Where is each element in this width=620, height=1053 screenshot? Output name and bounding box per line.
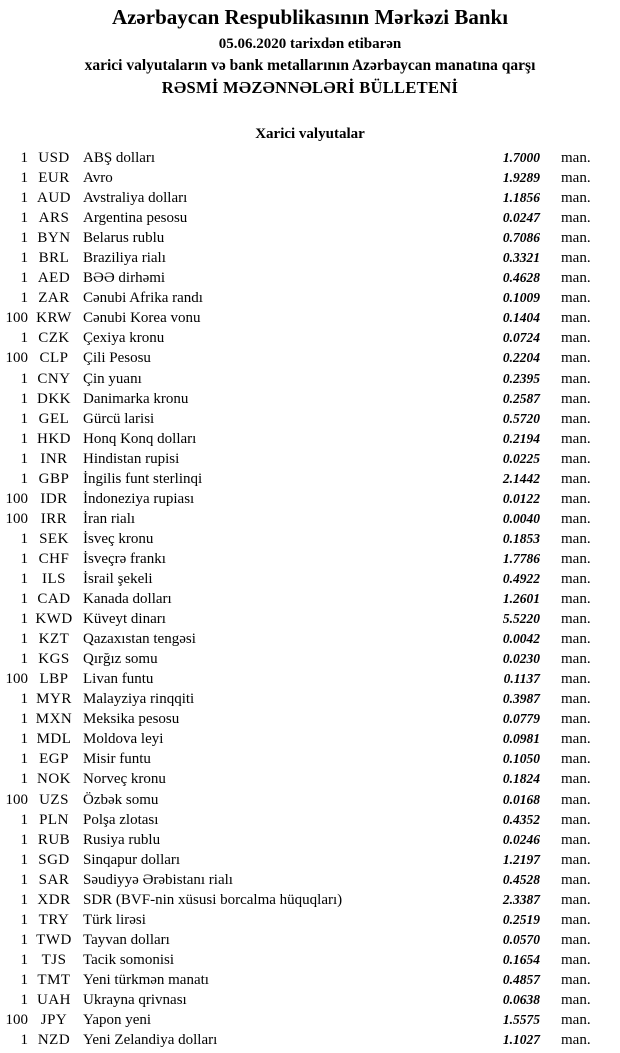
currency-name: Moldova leyi bbox=[83, 731, 164, 748]
currency-code: XDR bbox=[37, 891, 71, 908]
currency-name: Tayvan dolları bbox=[83, 931, 170, 948]
rate-value: 1.7786 bbox=[502, 550, 540, 566]
section-title-foreign-currencies: Xarici valyutalar bbox=[255, 126, 365, 142]
rate-row-sek bbox=[0, 529, 620, 549]
currency-amount: 1 bbox=[20, 931, 28, 948]
currency-code: KRW bbox=[36, 310, 72, 327]
rate-value: 0.1137 bbox=[503, 671, 540, 687]
rate-row-eur bbox=[0, 168, 620, 188]
rate-unit-label: man. bbox=[561, 230, 591, 247]
currency-name: Belarus rublu bbox=[83, 230, 165, 247]
currency-name: Kanada dolları bbox=[83, 591, 172, 608]
rate-value: 0.0230 bbox=[502, 651, 540, 667]
rate-unit-label: man. bbox=[561, 490, 591, 507]
currency-name: İndoneziya rupiası bbox=[83, 490, 195, 507]
currency-code: RUB bbox=[37, 831, 71, 848]
currency-name: Türk lirəsi bbox=[83, 911, 146, 928]
currency-code: TMT bbox=[37, 971, 71, 988]
currency-code: IRR bbox=[40, 510, 68, 527]
currency-name: Cənubi Afrika randı bbox=[83, 290, 203, 307]
currency-name: Livan funtu bbox=[83, 671, 154, 688]
currency-name: BƏƏ dirhəmi bbox=[83, 270, 166, 287]
currency-amount: 1 bbox=[20, 530, 28, 547]
rate-unit-label: man. bbox=[561, 390, 591, 407]
currency-name: Danimarka kronu bbox=[83, 390, 189, 407]
currency-code: KWD bbox=[35, 611, 73, 628]
rate-value: 0.4628 bbox=[502, 270, 540, 286]
currency-amount: 1 bbox=[20, 410, 28, 427]
currency-amount: 1 bbox=[20, 651, 28, 668]
rate-unit-label: man. bbox=[561, 310, 591, 327]
currency-amount: 1 bbox=[20, 190, 28, 207]
currency-amount: 1 bbox=[20, 891, 28, 908]
rate-row-kwd bbox=[0, 609, 620, 629]
currency-code: CZK bbox=[38, 330, 70, 347]
rate-value: 5.5220 bbox=[502, 611, 540, 627]
rates-table bbox=[0, 148, 620, 1050]
currency-amount: 1 bbox=[20, 731, 28, 748]
rate-unit-label: man. bbox=[561, 891, 591, 908]
currency-code: ARS bbox=[38, 210, 70, 227]
currency-name: Çili Pesosu bbox=[83, 350, 151, 367]
rate-row-byn bbox=[0, 228, 620, 248]
rate-unit-label: man. bbox=[561, 771, 591, 788]
currency-amount: 1 bbox=[20, 370, 28, 387]
rate-row-dkk bbox=[0, 389, 620, 409]
rate-value: 0.2519 bbox=[502, 911, 540, 927]
currency-amount: 1 bbox=[20, 951, 28, 968]
rate-unit-label: man. bbox=[561, 831, 591, 848]
rate-unit-label: man. bbox=[561, 250, 591, 267]
rate-value: 2.3387 bbox=[502, 891, 540, 907]
rate-unit-label: man. bbox=[561, 350, 591, 367]
currency-amount: 1 bbox=[20, 691, 28, 708]
currency-code: CAD bbox=[37, 591, 71, 608]
rate-value: 0.3321 bbox=[502, 250, 540, 266]
currency-amount: 1 bbox=[20, 771, 28, 788]
rate-value: 0.4922 bbox=[502, 571, 540, 586]
currency-amount: 100 bbox=[5, 510, 28, 527]
rate-unit-label: man. bbox=[561, 330, 591, 347]
currency-code: CHF bbox=[38, 550, 70, 567]
rate-unit-label: man. bbox=[561, 550, 591, 567]
rate-row-twd bbox=[0, 930, 620, 950]
currency-amount: 1 bbox=[20, 470, 28, 487]
currency-name: Küveyt dinarı bbox=[83, 611, 166, 628]
rate-row-aud bbox=[0, 188, 620, 208]
rate-row-ils bbox=[0, 569, 620, 589]
rate-row-nok bbox=[0, 769, 620, 789]
rate-value: 0.1050 bbox=[502, 751, 540, 767]
currency-code: AED bbox=[37, 270, 71, 287]
currency-code: JPY bbox=[40, 1012, 68, 1029]
currency-code: GEL bbox=[38, 410, 70, 427]
currency-code: UZS bbox=[39, 791, 69, 808]
rate-row-cny bbox=[0, 369, 620, 389]
currency-amount: 1 bbox=[20, 711, 28, 728]
currency-amount: 1 bbox=[20, 210, 28, 227]
currency-name: Cənubi Korea vonu bbox=[83, 310, 201, 327]
effective-date-line: 05.06.2020 tarixdən etibarən bbox=[218, 36, 402, 52]
currency-name: Gürcü larisi bbox=[83, 410, 155, 427]
rate-unit-label: man. bbox=[561, 931, 591, 948]
rate-value: 1.2197 bbox=[502, 851, 540, 867]
rate-value: 0.7086 bbox=[502, 230, 540, 246]
rate-value: 0.0246 bbox=[502, 831, 540, 847]
currency-name: Yeni türkmən manatı bbox=[83, 971, 209, 988]
rate-unit-label: man. bbox=[561, 591, 591, 608]
rate-row-tjs bbox=[0, 950, 620, 970]
currency-amount: 1 bbox=[20, 751, 28, 768]
rate-row-usd bbox=[0, 148, 620, 168]
rate-row-irr bbox=[0, 509, 620, 529]
rate-row-lbp bbox=[0, 669, 620, 689]
rate-value: 2.1442 bbox=[502, 470, 540, 486]
currency-code: SGD bbox=[38, 851, 70, 868]
rate-unit-label: man. bbox=[561, 510, 591, 527]
rate-row-hkd bbox=[0, 429, 620, 449]
rate-row-try bbox=[0, 910, 620, 930]
rate-value: 0.3987 bbox=[502, 691, 540, 707]
rate-unit-label: man. bbox=[561, 971, 591, 988]
rate-unit-label: man. bbox=[561, 631, 591, 648]
currency-code: CNY bbox=[37, 370, 71, 387]
currency-name: Misir funtu bbox=[83, 751, 151, 768]
currency-name: İsrail şekeli bbox=[83, 571, 153, 587]
currency-code: UAH bbox=[37, 991, 71, 1008]
rate-unit-label: man. bbox=[561, 1032, 591, 1049]
rate-value: 0.2194 bbox=[502, 430, 540, 446]
currency-name: Özbək somu bbox=[83, 791, 159, 808]
currency-amount: 1 bbox=[20, 270, 28, 287]
rate-row-uah bbox=[0, 990, 620, 1010]
rate-unit-label: man. bbox=[561, 851, 591, 868]
rate-unit-label: man. bbox=[561, 691, 591, 708]
currency-code: GBP bbox=[38, 470, 70, 487]
rate-unit-label: man. bbox=[561, 270, 591, 287]
currency-amount: 1 bbox=[20, 911, 28, 928]
rate-value: 0.5720 bbox=[502, 410, 540, 426]
currency-name: İsveç kronu bbox=[83, 530, 154, 547]
currency-amount: 100 bbox=[5, 671, 28, 688]
rate-unit-label: man. bbox=[561, 751, 591, 768]
rate-value: 0.0225 bbox=[502, 450, 540, 466]
currency-code: TRY bbox=[38, 911, 70, 928]
currency-name: Avstraliya dolları bbox=[83, 190, 188, 207]
rate-unit-label: man. bbox=[561, 210, 591, 227]
currency-code: NZD bbox=[37, 1032, 71, 1049]
currency-name: Polşa zlotası bbox=[83, 811, 159, 828]
currency-name: Rusiya rublu bbox=[83, 831, 161, 848]
rate-value: 0.0040 bbox=[502, 510, 540, 526]
rate-row-mxn bbox=[0, 709, 620, 729]
currency-amount: 1 bbox=[20, 430, 28, 447]
currency-name: Yapon yeni bbox=[83, 1012, 152, 1029]
currency-amount: 100 bbox=[5, 350, 28, 367]
rate-unit-label: man. bbox=[561, 951, 591, 968]
rate-row-egp bbox=[0, 749, 620, 769]
rate-unit-label: man. bbox=[561, 731, 591, 748]
rate-unit-label: man. bbox=[561, 470, 591, 487]
currency-name: İngilis funt sterlinqi bbox=[83, 470, 203, 487]
currency-amount: 1 bbox=[20, 450, 28, 467]
currency-name: Sinqapur dolları bbox=[83, 851, 181, 868]
currency-code: MYR bbox=[36, 691, 72, 708]
currency-name: Meksika pesosu bbox=[83, 711, 180, 728]
rate-row-czk bbox=[0, 328, 620, 348]
rate-value: 1.1027 bbox=[502, 1032, 540, 1048]
rate-value: 0.4857 bbox=[502, 971, 540, 987]
rate-value: 0.4528 bbox=[502, 871, 540, 887]
rate-value: 0.2204 bbox=[502, 350, 540, 366]
rate-value: 0.1824 bbox=[502, 771, 540, 787]
currency-amount: 1 bbox=[20, 831, 28, 848]
currency-code: MDL bbox=[36, 731, 72, 748]
currency-amount: 1 bbox=[20, 991, 28, 1008]
rate-row-pln bbox=[0, 810, 620, 830]
currency-code: LBP bbox=[39, 671, 69, 688]
currency-code: BRL bbox=[38, 250, 70, 267]
currency-amount: 1 bbox=[20, 571, 28, 587]
currency-name: Avro bbox=[83, 170, 113, 187]
currency-code: MXN bbox=[35, 711, 73, 728]
rate-row-tmt bbox=[0, 970, 620, 990]
subject-line: xarici valyutaların və bank metallarının Azərbaycan manatına qarşı bbox=[84, 57, 536, 74]
rate-value: 0.0638 bbox=[502, 991, 540, 1007]
rate-row-nzd bbox=[0, 1030, 620, 1050]
currency-code: TJS bbox=[41, 951, 67, 968]
rate-value: 0.0724 bbox=[502, 330, 540, 346]
rate-unit-label: man. bbox=[561, 671, 591, 688]
rate-unit-label: man. bbox=[561, 811, 591, 828]
currency-amount: 100 bbox=[5, 791, 28, 808]
rate-unit-label: man. bbox=[561, 991, 591, 1008]
currency-amount: 1 bbox=[20, 611, 28, 628]
rate-unit-label: man. bbox=[561, 410, 591, 427]
rate-unit-label: man. bbox=[561, 911, 591, 928]
currency-amount: 1 bbox=[20, 170, 28, 187]
rate-unit-label: man. bbox=[561, 711, 591, 728]
currency-code: EUR bbox=[38, 170, 70, 187]
currency-code: BYN bbox=[37, 230, 71, 247]
currency-name: Honq Konq dolları bbox=[83, 430, 197, 447]
currency-code: HKD bbox=[37, 430, 71, 447]
rate-value: 0.0570 bbox=[502, 931, 540, 947]
rate-unit-label: man. bbox=[561, 651, 591, 668]
rate-row-sar bbox=[0, 870, 620, 890]
rate-value: 1.9289 bbox=[502, 170, 540, 186]
rate-unit-label: man. bbox=[561, 1012, 591, 1029]
rate-row-aed bbox=[0, 268, 620, 288]
currency-code: ILS bbox=[42, 571, 66, 587]
currency-code: ZAR bbox=[38, 290, 70, 307]
rate-row-myr bbox=[0, 689, 620, 709]
rate-value: 0.2587 bbox=[502, 390, 540, 406]
currency-name: Qazaxıstan tengəsi bbox=[83, 631, 196, 648]
currency-name: Yeni Zelandiya dolları bbox=[83, 1032, 218, 1049]
currency-amount: 1 bbox=[20, 871, 28, 888]
rate-row-idr bbox=[0, 489, 620, 509]
currency-code: SAR bbox=[38, 871, 70, 888]
rate-value: 0.0168 bbox=[502, 791, 540, 807]
rate-row-sgd bbox=[0, 850, 620, 870]
rate-row-zar bbox=[0, 288, 620, 308]
currency-amount: 100 bbox=[5, 1012, 28, 1029]
currency-name: Tacik somonisi bbox=[83, 951, 175, 968]
rate-row-cad bbox=[0, 589, 620, 609]
rate-row-ars bbox=[0, 208, 620, 228]
currency-name: İsveçrə frankı bbox=[83, 550, 166, 567]
rate-value: 1.5575 bbox=[502, 1012, 540, 1028]
rate-unit-label: man. bbox=[561, 290, 591, 307]
currency-code: DKK bbox=[37, 390, 71, 407]
currency-name: Hindistan rupisi bbox=[83, 450, 180, 467]
currency-amount: 1 bbox=[20, 1032, 28, 1049]
rate-row-krw bbox=[0, 308, 620, 328]
rate-row-rub bbox=[0, 830, 620, 850]
currency-name: ABŞ dolları bbox=[83, 150, 156, 167]
currency-name: Norveç kronu bbox=[83, 771, 166, 788]
rate-value: 0.0981 bbox=[502, 731, 540, 747]
currency-name: Qırğız somu bbox=[83, 651, 158, 668]
currency-name: Malayziya rinqqiti bbox=[83, 691, 195, 708]
rate-row-chf bbox=[0, 549, 620, 569]
currency-amount: 1 bbox=[20, 390, 28, 407]
rate-unit-label: man. bbox=[561, 530, 591, 547]
rate-value: 0.4352 bbox=[502, 811, 540, 827]
rate-row-kgs bbox=[0, 649, 620, 669]
rate-value: 0.1654 bbox=[502, 951, 540, 967]
rate-value: 0.0042 bbox=[502, 631, 540, 647]
currency-code: NOK bbox=[37, 771, 71, 788]
currency-name: Ukrayna qrivnası bbox=[83, 991, 187, 1008]
currency-amount: 1 bbox=[20, 811, 28, 828]
currency-name: Çexiya kronu bbox=[83, 330, 165, 347]
rate-value: 0.0779 bbox=[502, 711, 540, 727]
rate-row-uzs bbox=[0, 790, 620, 810]
rate-value: 0.1853 bbox=[502, 530, 540, 546]
bulletin-title: RƏSMİ MƏZƏNNƏLƏRİ BÜLLETENİ bbox=[161, 78, 459, 97]
currency-name: Braziliya rialı bbox=[83, 250, 166, 267]
currency-code: KGS bbox=[38, 651, 70, 668]
rate-value: 0.1009 bbox=[502, 290, 540, 306]
rate-row-gel bbox=[0, 409, 620, 429]
currency-code: IDR bbox=[40, 490, 68, 507]
currency-code: PLN bbox=[39, 811, 69, 828]
rate-row-jpy bbox=[0, 1010, 620, 1030]
currency-code: USD bbox=[38, 150, 70, 167]
rate-value: 0.2395 bbox=[502, 370, 540, 386]
rate-unit-label: man. bbox=[561, 150, 591, 167]
currency-name: SDR (BVF-nin xüsusi borcalma hüquqları) bbox=[83, 891, 343, 908]
currency-code: TWD bbox=[36, 931, 72, 948]
currency-name: Çin yuanı bbox=[83, 370, 142, 387]
currency-amount: 1 bbox=[20, 290, 28, 307]
currency-amount: 1 bbox=[20, 330, 28, 347]
currency-amount: 1 bbox=[20, 150, 28, 167]
currency-name: İran rialı bbox=[83, 510, 136, 527]
currency-code: INR bbox=[40, 450, 68, 467]
rate-value: 1.7000 bbox=[502, 150, 540, 166]
currency-amount: 1 bbox=[20, 250, 28, 267]
currency-amount: 1 bbox=[20, 591, 28, 608]
rate-value: 0.1404 bbox=[502, 310, 540, 326]
rate-value: 1.2601 bbox=[502, 591, 540, 607]
rate-unit-label: man. bbox=[561, 611, 591, 628]
rate-unit-label: man. bbox=[561, 450, 591, 467]
currency-code: EGP bbox=[39, 751, 69, 768]
rate-value: 1.1856 bbox=[502, 190, 540, 206]
rate-unit-label: man. bbox=[561, 430, 591, 447]
currency-amount: 1 bbox=[20, 550, 28, 567]
currency-name: Argentina pesosu bbox=[83, 210, 188, 227]
rate-value: 0.0122 bbox=[502, 490, 540, 506]
rate-unit-label: man. bbox=[561, 791, 591, 808]
currency-amount: 1 bbox=[20, 230, 28, 247]
currency-amount: 100 bbox=[5, 310, 28, 327]
rate-unit-label: man. bbox=[561, 190, 591, 207]
rate-row-mdl bbox=[0, 729, 620, 749]
currency-amount: 1 bbox=[20, 851, 28, 868]
rate-row-inr bbox=[0, 449, 620, 469]
currency-amount: 1 bbox=[20, 631, 28, 648]
rate-value: 0.0247 bbox=[502, 210, 540, 226]
rate-row-kzt bbox=[0, 629, 620, 649]
rate-row-clp bbox=[0, 348, 620, 368]
rate-unit-label: man. bbox=[561, 170, 591, 187]
rate-unit-label: man. bbox=[561, 370, 591, 387]
rate-unit-label: man. bbox=[561, 571, 591, 587]
currency-name: Səudiyyə Ərəbistanı rialı bbox=[83, 871, 233, 888]
rate-row-gbp bbox=[0, 469, 620, 489]
rate-row-brl bbox=[0, 248, 620, 268]
bank-title: Azərbaycan Respublikasının Mərkəzi Bankı bbox=[111, 5, 509, 29]
rate-unit-label: man. bbox=[561, 871, 591, 888]
rate-row-xdr bbox=[0, 890, 620, 910]
currency-amount: 1 bbox=[20, 971, 28, 988]
currency-code: AUD bbox=[37, 190, 71, 207]
currency-code: CLP bbox=[39, 350, 69, 367]
currency-amount: 100 bbox=[5, 490, 28, 507]
currency-code: SEK bbox=[39, 530, 69, 547]
currency-code: KZT bbox=[38, 631, 70, 648]
